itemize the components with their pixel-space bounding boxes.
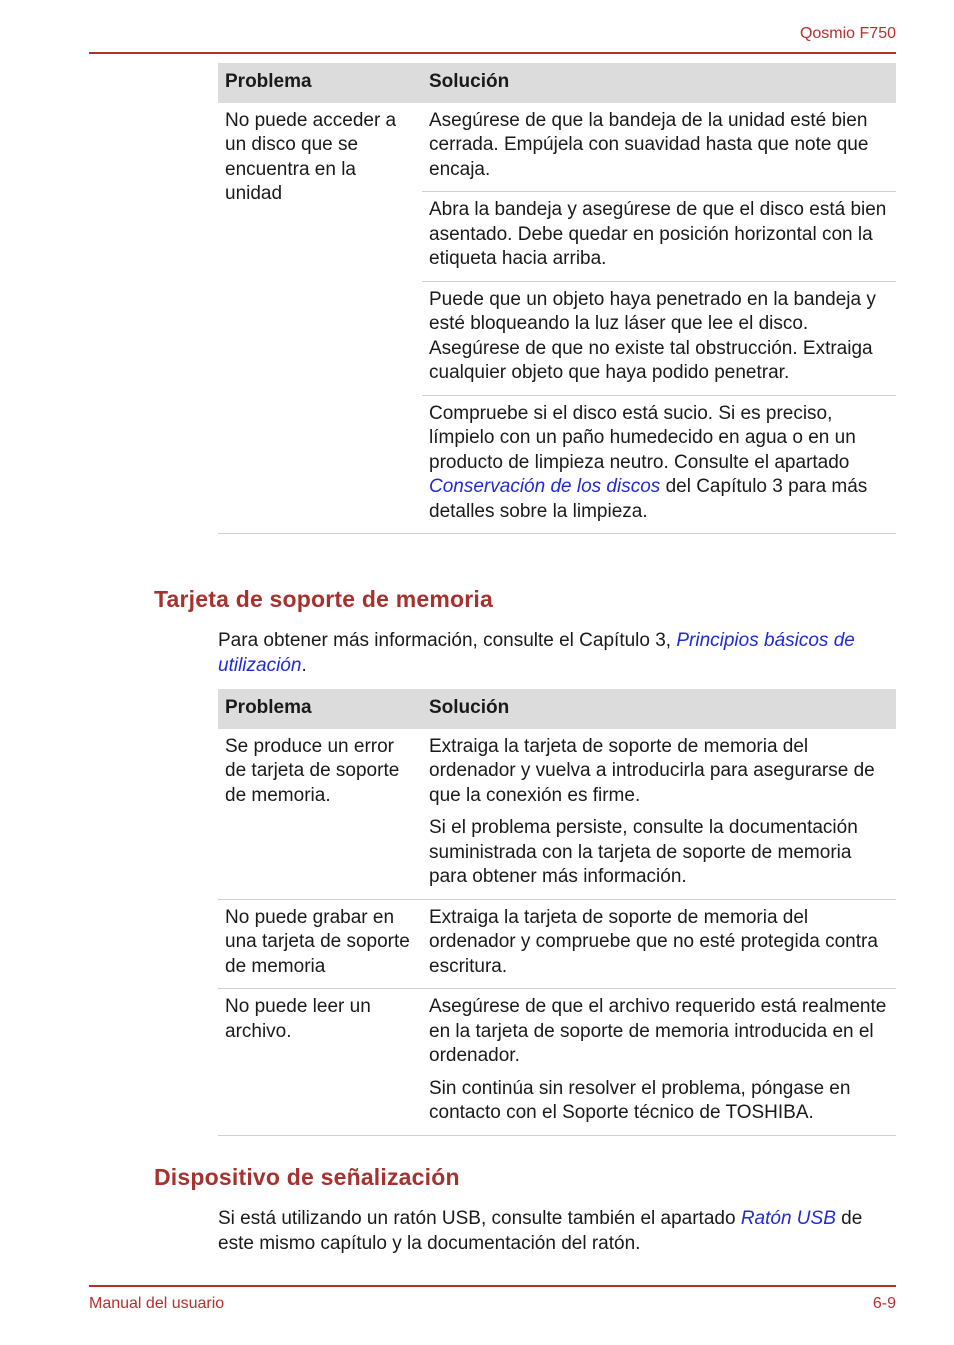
solution-text: Compruebe si el disco está sucio. Si es preciso, límpielo con un paño humedecido en agua o en un producto de limpieza neutro. Consulte el apartado: [429, 402, 856, 473]
solution-cell: Asegúrese de que la bandeja de la unidad esté bien cerrada. Empújela con suavidad hasta que note que encaja.: [422, 103, 896, 192]
problem-cell: Se produce un error de tarjeta de soporte de memoria.: [218, 729, 422, 900]
table-row: [218, 989, 896, 1136]
section-heading-memory-card: Tarjeta de soporte de memoria: [154, 586, 493, 612]
problem-cell: No puede acceder a un disco que se encuentra en la unidad: [218, 103, 422, 534]
footer-rule: [89, 1285, 896, 1287]
footer-manual-title: Manual del usuario: [89, 1295, 225, 1312]
link-conservacion-discos[interactable]: Conservación de los discos: [429, 476, 661, 497]
section-text-pointing-device: [218, 1207, 898, 1256]
table-row: [218, 899, 896, 989]
page-number: 6-9: [872, 1295, 896, 1312]
solution-cell: [422, 899, 896, 989]
intro-text: Para obtener más información, consulte el Capítulo 3,: [218, 630, 677, 651]
solution-paragraph: Sin continúa sin resolver el problema, póngase en contacto con el Soporte técnico de TOSHIBA.: [429, 1077, 851, 1123]
header-title: Qosmio F750: [799, 25, 896, 42]
body-text: Si está utilizando un ratón USB, consulte también el apartado: [218, 1208, 741, 1229]
solution-cell: [422, 989, 896, 1136]
solution-cell: [422, 395, 896, 534]
solution-text: del Capítulo 3 para más detalles sobre la limpieza.: [429, 476, 868, 522]
intro-text: .: [301, 654, 307, 676]
column-header-problem: Problema: [218, 689, 422, 729]
column-header-solution: Solución: [422, 689, 896, 729]
solution-paragraph: Si el problema persiste, consulte la documentación suministrada con la tarjeta de soporte de memoria para obtener más información.: [429, 817, 858, 887]
troubleshooting-table-disc: [218, 63, 896, 534]
link-raton-usb[interactable]: Ratón USB: [740, 1208, 836, 1229]
problem-cell: No puede grabar en una tarjeta de soporte de memoria: [218, 899, 422, 989]
solution-paragraph: Extraiga la tarjeta de soporte de memoria del ordenador y compruebe que no esté protegida contra escritura.: [429, 906, 878, 977]
solution-paragraph: Asegúrese de que el archivo requerido está realmente en la tarjeta de soporte de memoria introducida en el ordenador.: [429, 996, 887, 1066]
column-header-problem: Problema: [218, 63, 422, 103]
problem-cell: No puede leer un archivo.: [218, 989, 422, 1136]
column-header-solution: Solución: [422, 63, 896, 103]
solution-paragraph: Extraiga la tarjeta de soporte de memoria del ordenador y vuelva a introducirla para asegurarse de que la conexión es firme.: [429, 735, 875, 806]
solution-cell: Puede que un objeto haya penetrado en la bandeja y esté bloqueando la luz láser que lee el disco. Asegúrese de que no existe tal obstrucción. Extraiga cualquier objeto que haya podido penetrar.: [422, 281, 896, 395]
table-row: [218, 729, 896, 900]
solution-cell: Abra la bandeja y asegúrese de que el disco está bien asentado. Debe quedar en posición horizontal con la etiqueta hacia arriba.: [422, 192, 896, 282]
troubleshooting-table-memory-card: [218, 689, 896, 1136]
section-intro-memory-card: [218, 629, 898, 678]
link-principios-basicos[interactable]: Principios básicos de utilización: [218, 630, 855, 676]
header-rule: [89, 52, 896, 54]
section-heading-pointing-device: Dispositivo de señalización: [154, 1164, 460, 1190]
solution-cell: [422, 729, 896, 900]
body-text: de este mismo capítulo y la documentación del ratón.: [218, 1208, 863, 1254]
